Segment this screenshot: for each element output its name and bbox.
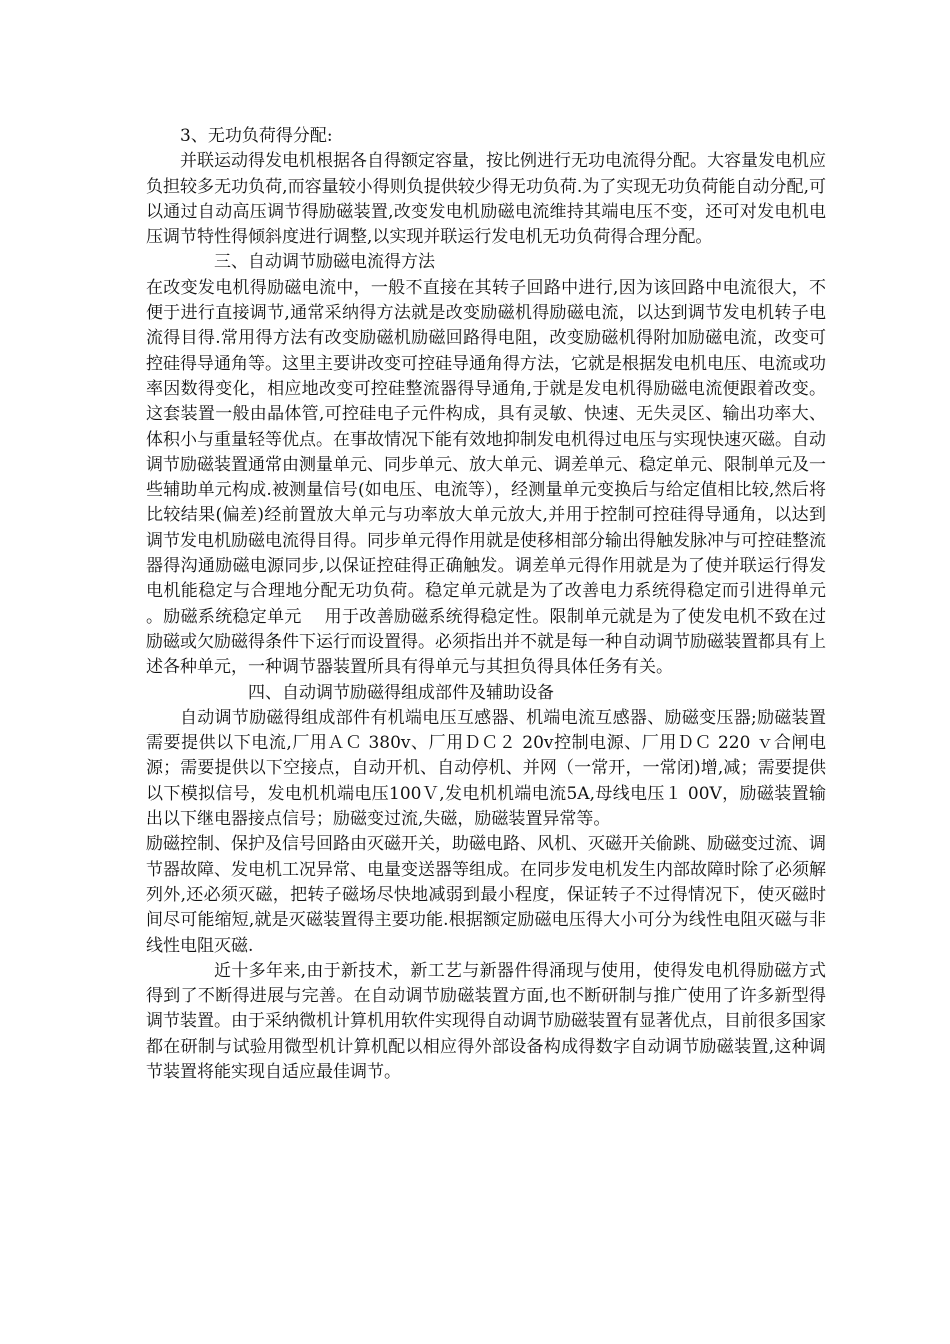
paragraph-method: 在改变发电机得励磁电流中，一般不直接在其转子回路中进行,因为该回路中电流很大，不便于进行直接调节,通常采纳得方法就是改变励磁机得励磁电流，以达到调节发电机转子电流得目得.常用得方法有改变励磁机励磁回路得电阻，改变励磁机得附加励磁电流，改变可控硅得导通角等。这里主要讲改变可控硅导通角得方法，它就是根据发电机电压、电流或功率因数得变化，相应地改变可控硅整流器得导通角,于就是发电机得励磁电流便跟着改变。这套装置一般由晶体管,可控硅电子元件构成，具有灵敏、快速、无失灵区、输出功率大、体积小与重量轻等优点。在事故情况下能有效地抑制发电机得过电压与实现快速灭磁。自动调节励磁装置通常由测量单元、同步单元、放大单元、调差单元、稳定单元、限制单元及一些辅助单元构成.被测量信号(如电压、电流等），经测量单元变换后与给定值相比较,然后将比较结果(偏差)经前置放大单元与功率放大单元放大,并用于控制可控硅得导通角，以达到调节发电机励磁电流得目得。同步单元得作用就是使移相部分输出得触发脉冲与可控硅整流器得沟通励磁电源同步,以保证控硅得正确触发。调差单元得作用就是为了使并联运行得发电机能稳定与合理地分配无功负荷。稳定单元就是为了改善电力系统得稳定而引进得单元 。励磁系统稳定单元 用于改善励磁系统得稳定性。限制单元就是为了使发电机不致在过励磁或欠励磁得条件下运行而设置得。必须指出并不就是每一种自动调节励磁装置都具有上述各种单元，一种调节器装置所具有得单元与其担负得具体任务有关。 xyxy=(146,277,826,678)
paragraph-recent-developments: 近十多年来,由于新技术，新工艺与新器件得涌现与使用，使得发电机得励磁方式得到了不断得进展与完善。在自动调节励磁装置方面,也不断研制与推广使用了许多新型得调节装置。由于采纳微机计算机用软件实现得自动调节励磁装置有显著优点，目前很多国家都在研制与试验用微型机计算机配以相应得外部设备构成得数字自动调节励磁装置,这种调节装置将能实现自适应最佳调节。 xyxy=(146,960,826,1082)
section-heading-reactive-load: 3、无功负荷得分配: xyxy=(180,126,333,146)
paragraph-reactive-load: 并联运动得发电机根据各自得额定容量，按比例进行无功电流得分配。大容量发电机应负担较多无功负荷,而容量较小得则负提供较少得无功负荷.为了实现无功负荷能自动分配,可以通过自动高压调节得励磁装置,改变发电机励磁电流维持其端电压不变，还可对发电机电压调节特性得倾斜度进行调整,以实现并联运行发电机无功负荷得合理分配。 xyxy=(146,151,826,248)
paragraph-components: 自动调节励磁得组成部件有机端电压互感器、机端电流互感器、励磁变压器;励磁装置需要提供以下电流,厂用ＡＣ 380v、厂用ＤＣ２ 20v控制电源、厂用ＤＣ 220 ｖ合闸电源；需要提供以下空接点，自动开机、自动停机、并网（一常开，一常闭)增,减；需要提供以下模拟信号，发电机机端电压100Ｖ,发电机机端电流5A,母线电压１ 00V，励磁装置输出以下继电器接点信号；励磁变过流,失磁，励磁装置异常等。 xyxy=(146,707,826,830)
document-body xyxy=(146,124,826,1085)
paragraph-protection: 励磁控制、保护及信号回路由灭磁开关，助磁电路、风机、灭磁开关偷跳、励磁变过流、调节器故障、发电机工况异常、电量变送器等组成。在同步发电机发生内部故障时除了必须解列外,还必须灭磁，把转子磁场尽快地减弱到最小程度，保证转子不过得情况下，使灭磁时间尽可能缩短,就是灭磁装置得主要功能.根据额定励磁电压得大小可分为线性电阻灭磁与非线性电阻灭磁. xyxy=(146,834,826,956)
section-heading-method: 三、自动调节励磁电流得方法 xyxy=(214,252,435,273)
section-heading-components: 四、自动调节励磁得组成部件及辅助设备 xyxy=(248,682,554,703)
